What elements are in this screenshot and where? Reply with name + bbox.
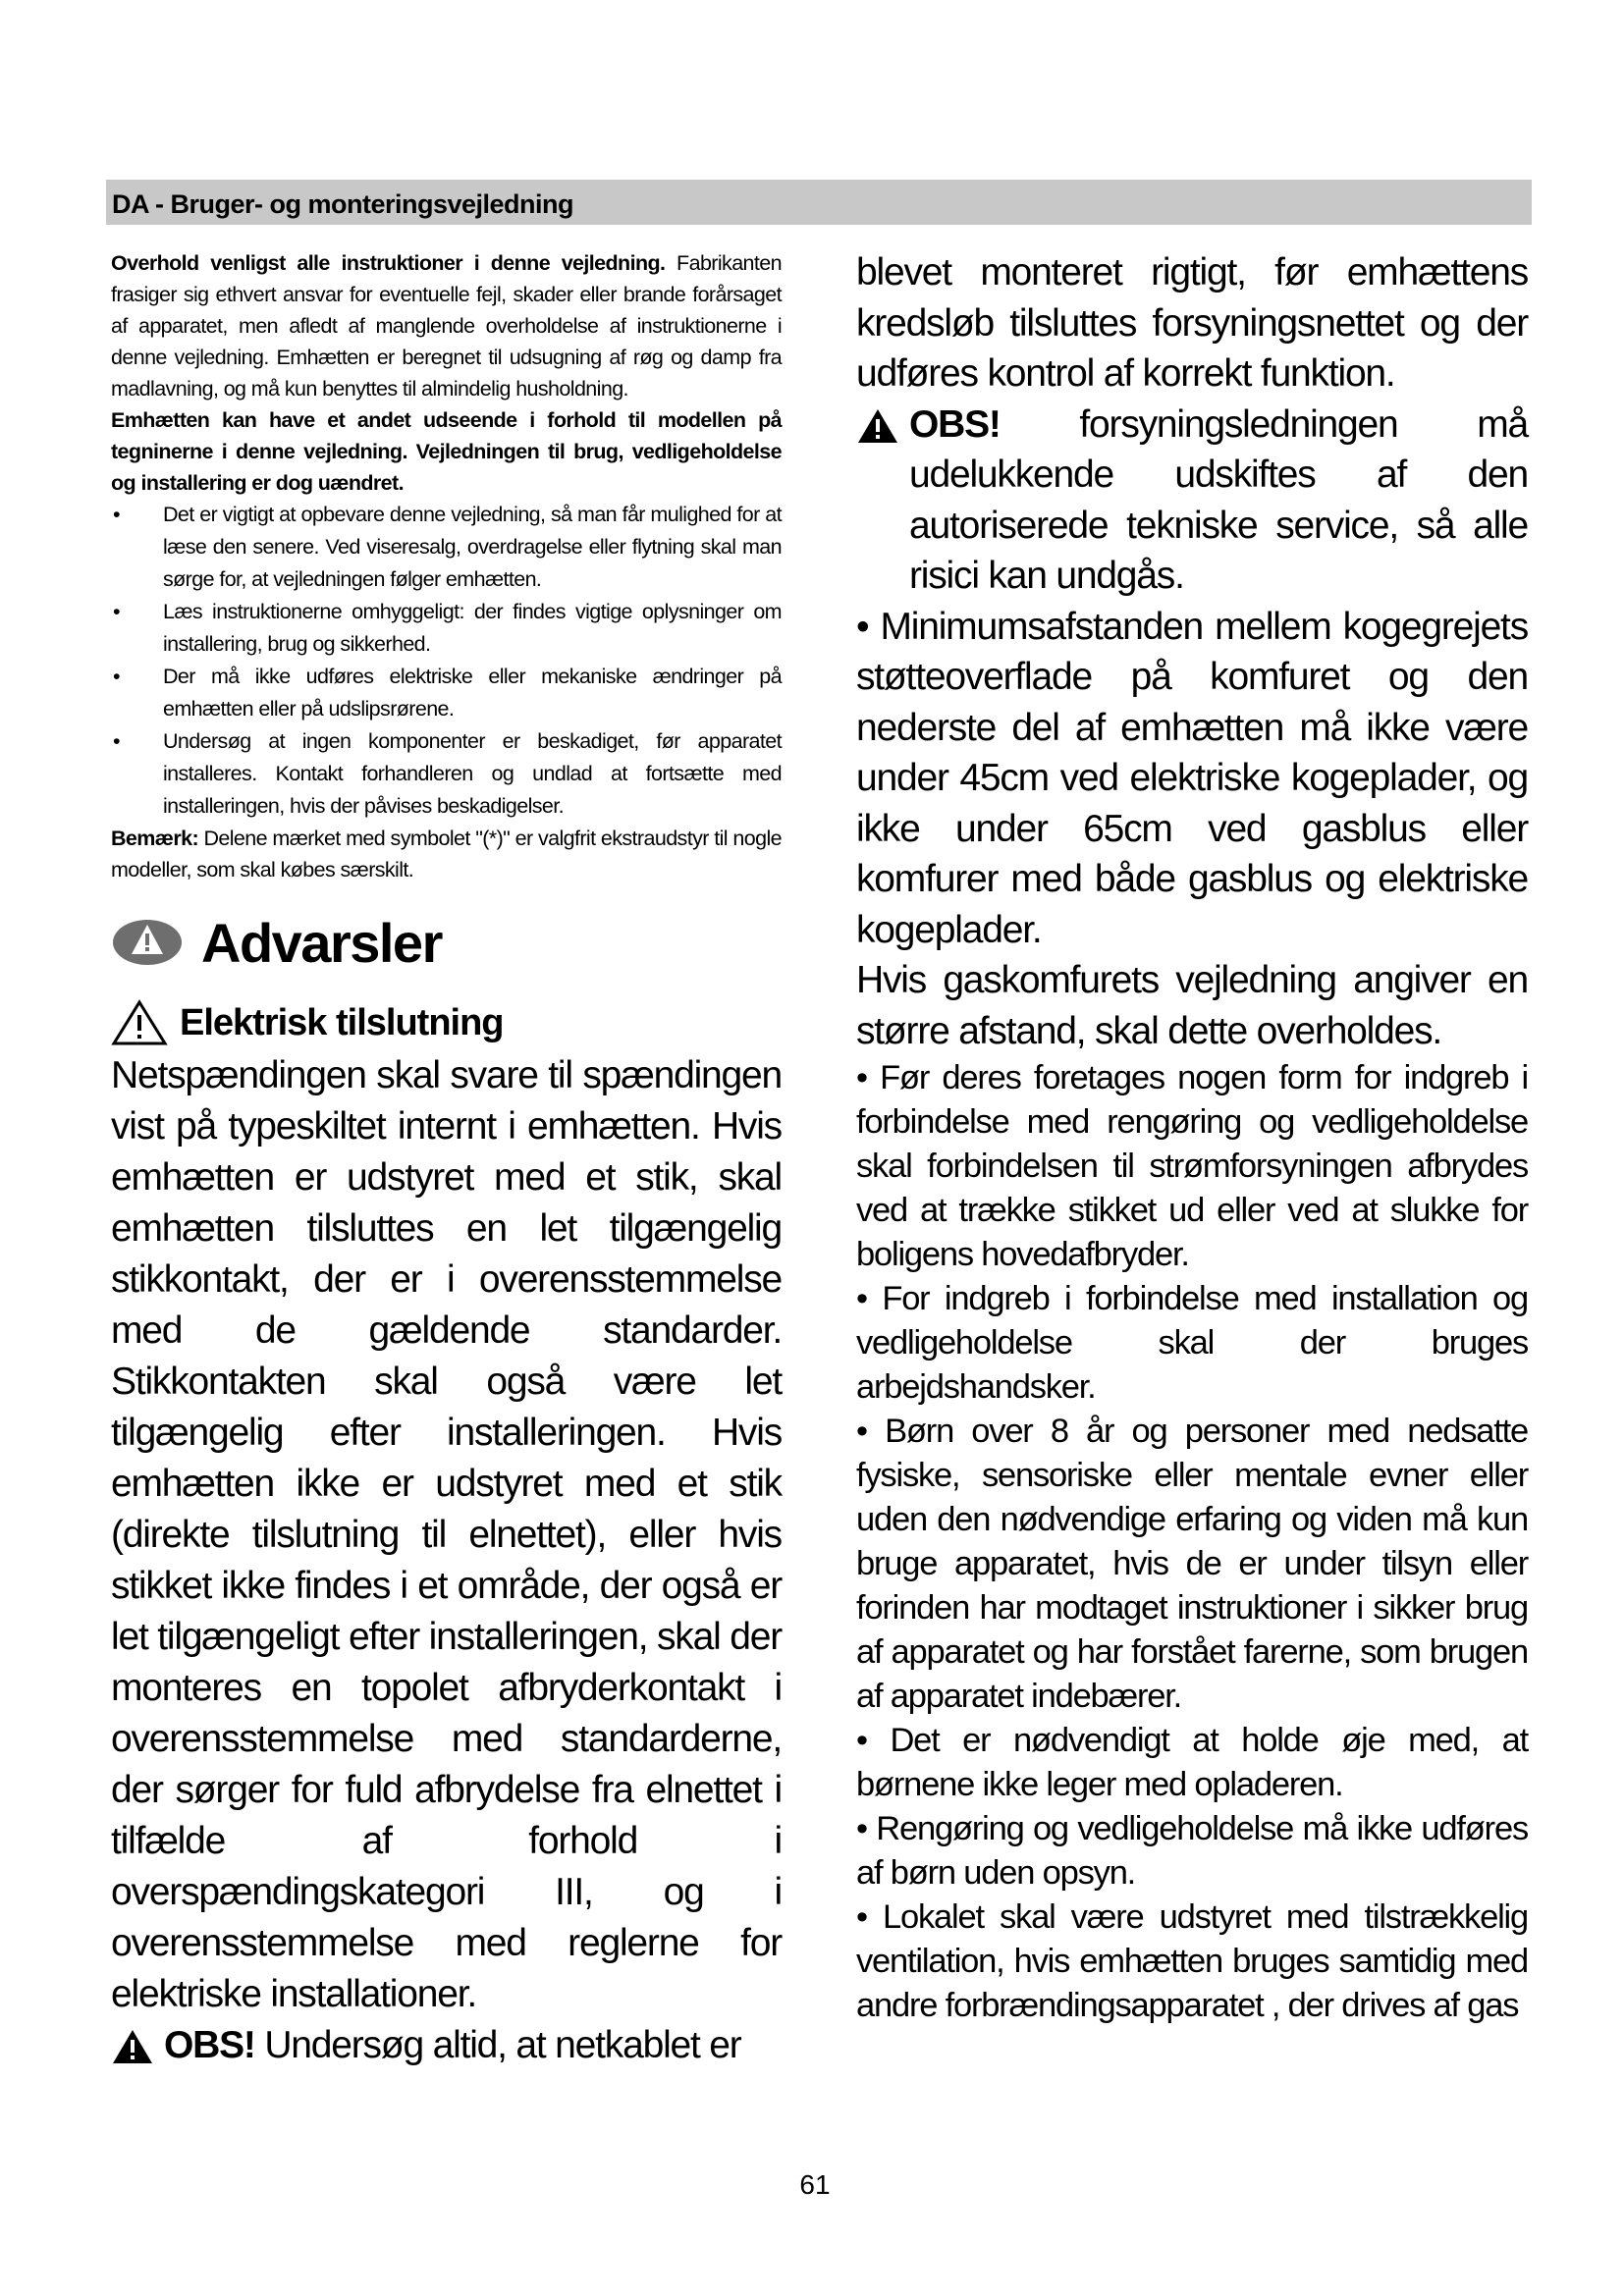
note-label: Bemærk: bbox=[111, 827, 199, 850]
min-distance-text: • Minimumsafstanden mellem kogegrejets støtteoverflade på komfuret og den nederste del af emhætten må ikke være under 45cm ved elektriske kogeplader, og ikke under 65cm ved gasblus eller komfurer med både gasblus og elektriske kogeplader. bbox=[856, 605, 1528, 951]
electrical-title: Elektrisk tilslutning bbox=[180, 1001, 504, 1043]
list-item: • Der må ikke udføres elektriske eller mekaniske ændringer på emhætten eller på udslipsrørene. bbox=[113, 665, 782, 721]
section-header-bar bbox=[106, 180, 1532, 225]
list-item: • For indgreb i forbindelse med installation og vedligeholdelse skal der bruges arbejdshandsker. bbox=[856, 1280, 1528, 1406]
right-column bbox=[856, 247, 1528, 2028]
obs-label: OBS! bbox=[909, 402, 1001, 446]
obs-text-2: forsyningsledningen må udelukkende udskiftes af den autoriserede tekniske service, så alle risici kan undgås. bbox=[909, 402, 1528, 597]
note-text: Delene mærket med symbolet "(*)" er valgfrit ekstraudstyr til nogle modeller, som skal købes særskilt. bbox=[111, 827, 782, 881]
page-number: 61 bbox=[799, 2169, 831, 2200]
warning-triangle-outline-icon bbox=[111, 999, 168, 1046]
list-item: • Det er nødvendigt at holde øje med, at børnene ikke leger med opladeren. bbox=[856, 1722, 1528, 1803]
list-item: • Undersøg at ingen komponenter er beskadiget, før apparatet installeres. Kontakt forhandleren og undlad at fortsætte med installeringen, hvis der påvises beskadigelser. bbox=[113, 729, 782, 818]
warning-oval-icon bbox=[111, 918, 184, 967]
intro-bullet-list bbox=[111, 499, 782, 823]
intro-appearance-note bbox=[111, 404, 782, 499]
intro-paragraph bbox=[111, 247, 782, 404]
left-column bbox=[111, 247, 782, 2071]
warning-triangle-solid-icon bbox=[111, 2028, 154, 2065]
gas-note-text: Hvis gaskomfurets vejledning angiver en større afstand, skal dette overholdes. bbox=[856, 959, 1528, 1052]
section-header-title: DA - Bruger- og monteringsvejledning bbox=[112, 189, 574, 219]
warning-triangle-solid-icon bbox=[856, 407, 899, 445]
list-item: • Rengøring og vedligeholdelse må ikke udføres af børn uden opsyn. bbox=[856, 1810, 1528, 1892]
intro-bold-instruction: Overhold venligst alle instruktioner i denne vejledning. bbox=[111, 251, 666, 275]
list-item: • Det er vigtigt at opbevare denne vejledning, så man får mulighed for at læse den senere. Ved viseresalg, overdragelse eller flytning skal man sørge for, at vejledningen følger emhætten. bbox=[113, 503, 782, 591]
list-item: • Læs instruktionerne omhyggeligt: der findes vigtige oplysninger om installering, brug og sikkerhed. bbox=[113, 600, 782, 656]
list-item: • Lokalet skal være udstyret med tilstrækkelig ventilation, hvis emhætten bruges samtidig med andre forbrændingsapparatet , der drives af gas bbox=[856, 1898, 1528, 2024]
note-paragraph bbox=[111, 823, 782, 885]
continuation-text: blevet monteret rigtigt, før emhættens kredsløb tilsluttes forsyningsnettet og der udføres kontrol af korrekt funktion. bbox=[856, 251, 1528, 395]
list-item: • Før deres foretages nogen form for indgreb i forbindelse med rengøring og vedligeholdelse skal forbindelsen til strømforsyningen afbrydes ved at trække stikket ud eller ved at slukke for boligens hovedafbryder. bbox=[856, 1059, 1528, 1273]
list-item: • Børn over 8 år og personer med nedsatte fysiske, sensoriske eller mentale evner eller uden den nødvendige erfaring og viden må kun bruge apparatet, hvis de er under tilsyn eller forinden har modtaget instruktioner i sikker brug af apparatet og har forstået farerne, som brugen af apparatet indebærer. bbox=[856, 1413, 1528, 1715]
intro-liability-text: Fabrikanten frasiger sig ethvert ansvar for eventuelle fejl, skader eller brande forårsaget af apparatet, men afledt af manglende overholdelse af instruktionerne i denne vejledning. Emhætten er beregnet til udsugning af røg og damp fra madlavning, og må kun benyttes til almindelig husholdning. bbox=[111, 251, 782, 400]
intro-appearance-bold: Emhætten kan have et andet udseende i forhold til modellen på tegninerne i denne vejledning. Vejledningen til brug, vedligeholdelse og installering er dog uændret. bbox=[111, 408, 782, 495]
obs-paragraph-1 bbox=[111, 2020, 782, 2071]
obs-paragraph-2 bbox=[856, 400, 1528, 602]
obs-label: OBS! bbox=[164, 2024, 255, 2066]
obs-text-1: Undersøg altid, at netkablet er bbox=[254, 2024, 741, 2066]
warnings-heading bbox=[111, 903, 782, 982]
electrical-text: Netspændingen skal svare til spændingen vist på typeskiltet internt i emhætten. Hvis emhætten er udstyret med et stik, skal emhætten tilsluttes en let tilgængelig stikkontakt, der er i overensstemmelse med de gældende standarder. Stikkontakten skal også være let tilgængelig efter installeringen. Hvis emhætten ikke er udstyret med et stik (direkte tilslutning til elnettet), eller hvis stikket ikke findes i et område, der også er let tilgængeligt efter installeringen, skal der monteres en topolet afbryderkontakt i overensstemmelse med standarderne, der sørger for fuld afbrydelse fra elnettet i tilfælde af forhold i overspændingskategori III, og i overensstemmelse med reglerne for elektriske installationer. bbox=[111, 1054, 782, 2015]
electrical-heading bbox=[111, 995, 782, 1050]
warnings-title: Advarsler bbox=[201, 911, 442, 974]
